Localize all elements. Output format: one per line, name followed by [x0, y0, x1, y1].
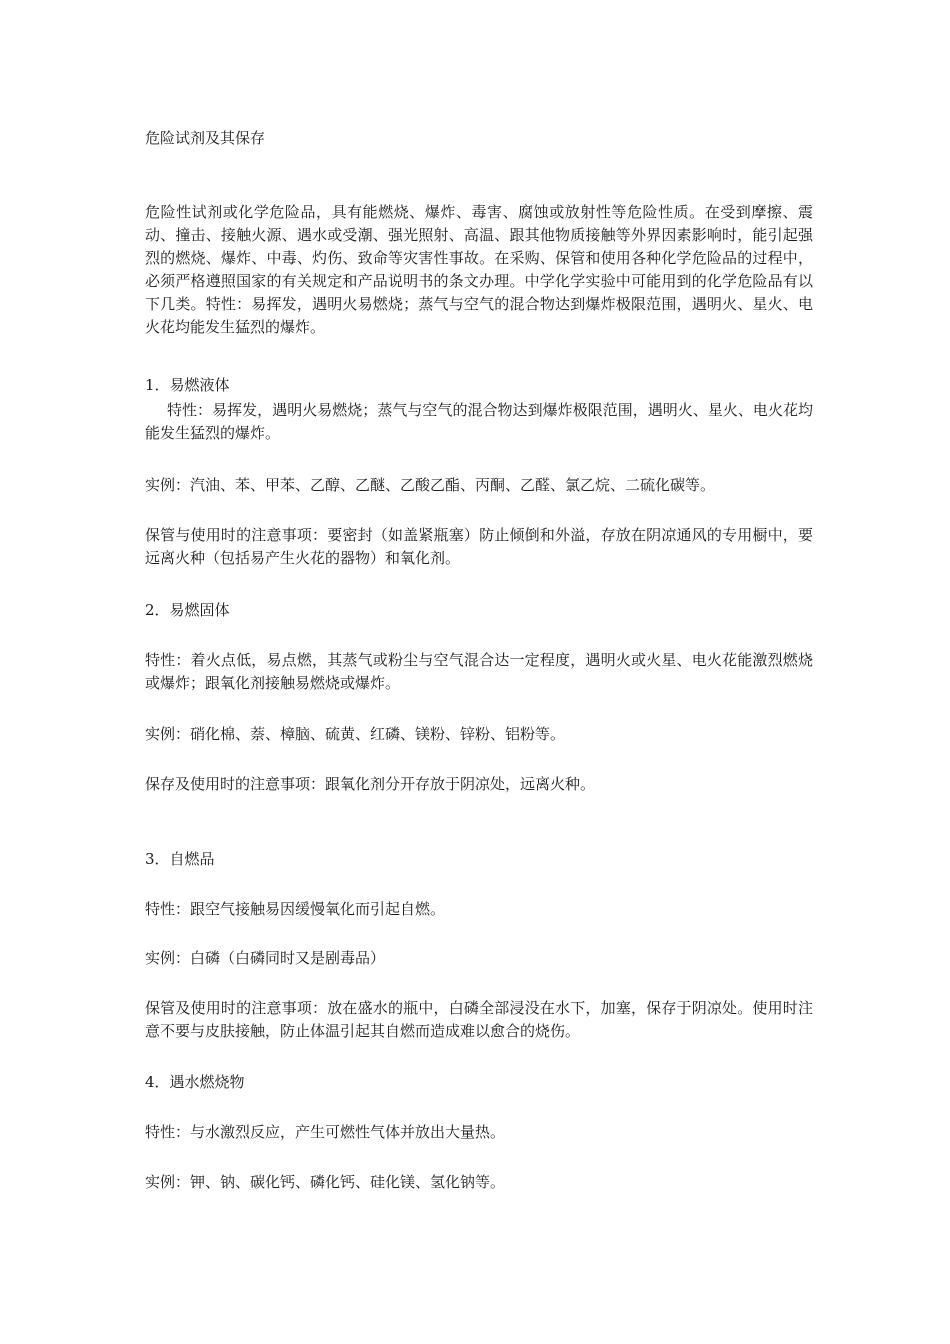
document-title: 危险试剂及其保存	[145, 129, 266, 147]
section-3-heading: 3．自燃品	[145, 850, 215, 868]
section-2-notes: 保存及使用时的注意事项：跟氧化剂分开存放于阴凉处，远离火种。	[145, 775, 596, 793]
section-4-examples: 实例：钾、钠、碳化钙、磷化钙、硅化镁、氢化钠等。	[145, 1173, 506, 1191]
section-4-heading: 4．遇水燃烧物	[145, 1073, 245, 1091]
section-3-property: 特性：跟空气接触易因缓慢氧化而引起自燃。	[145, 900, 446, 918]
section-2-heading: 2．易燃固体	[145, 601, 230, 619]
section-3-examples: 实例：白磷（白磷同时又是剧毒品）	[145, 949, 386, 967]
section-2-property: 特性：着火点低，易点燃，其蒸气或粉尘与空气混合达一定程度，遇明火或火星、电火花能激烈燃烧或爆炸；跟氧化剂接触易燃烧或爆炸。	[145, 651, 813, 692]
section-1-examples: 实例：汽油、苯、甲苯、乙醇、乙醚、乙酸乙酯、丙酮、乙醛、氯乙烷、二硫化碳等。	[145, 476, 716, 494]
section-4-property: 特性：与水激烈反应，产生可燃性气体并放出大量热。	[145, 1123, 506, 1141]
section-2-examples: 实例：硝化棉、萘、樟脑、硫黄、红磷、镁粉、锌粉、铝粉等。	[145, 725, 566, 743]
intro-paragraph: 危险性试剂或化学危险品，具有能燃烧、爆炸、毒害、腐蚀或放射性等危险性质。在受到摩擦、震动、撞击、接触火源、遇水或受潮、强光照射、高温、跟其他物质接触等外界因素影响时，能引起强烈的燃烧、爆炸、中毒、灼伤、致命等灾害性事故。在采购、保管和使用各种化学危险品的过程中，必须严格遵照国家的有关规定和产品说明书的条文办理。中学化学实验中可能用到的化学危险品有以下几类。特性：易挥发，遇明火易燃烧；蒸气与空气的混合物达到爆炸极限范围，遇明火、星火、电火花均能发生猛烈的爆炸。	[145, 203, 813, 336]
section-1-property: 特性：易挥发，遇明火易燃烧；蒸气与空气的混合物达到爆炸极限范围，遇明火、星火、电火花均能发生猛烈的爆炸。	[145, 401, 813, 442]
section-1-heading: 1．易燃液体	[145, 376, 230, 394]
section-1-notes: 保管与使用时的注意事项：要密封（如盖紧瓶塞）防止倾倒和外溢，存放在阴凉通风的专用橱中，要远离火种（包括易产生火花的器物）和氧化剂。	[145, 526, 813, 567]
section-3-notes: 保管及使用时的注意事项：放在盛水的瓶中，白磷全部浸没在水下，加塞，保存于阴凉处。使用时注意不要与皮肤接触，防止体温引起其自燃而造成难以愈合的烧伤。	[145, 999, 813, 1040]
